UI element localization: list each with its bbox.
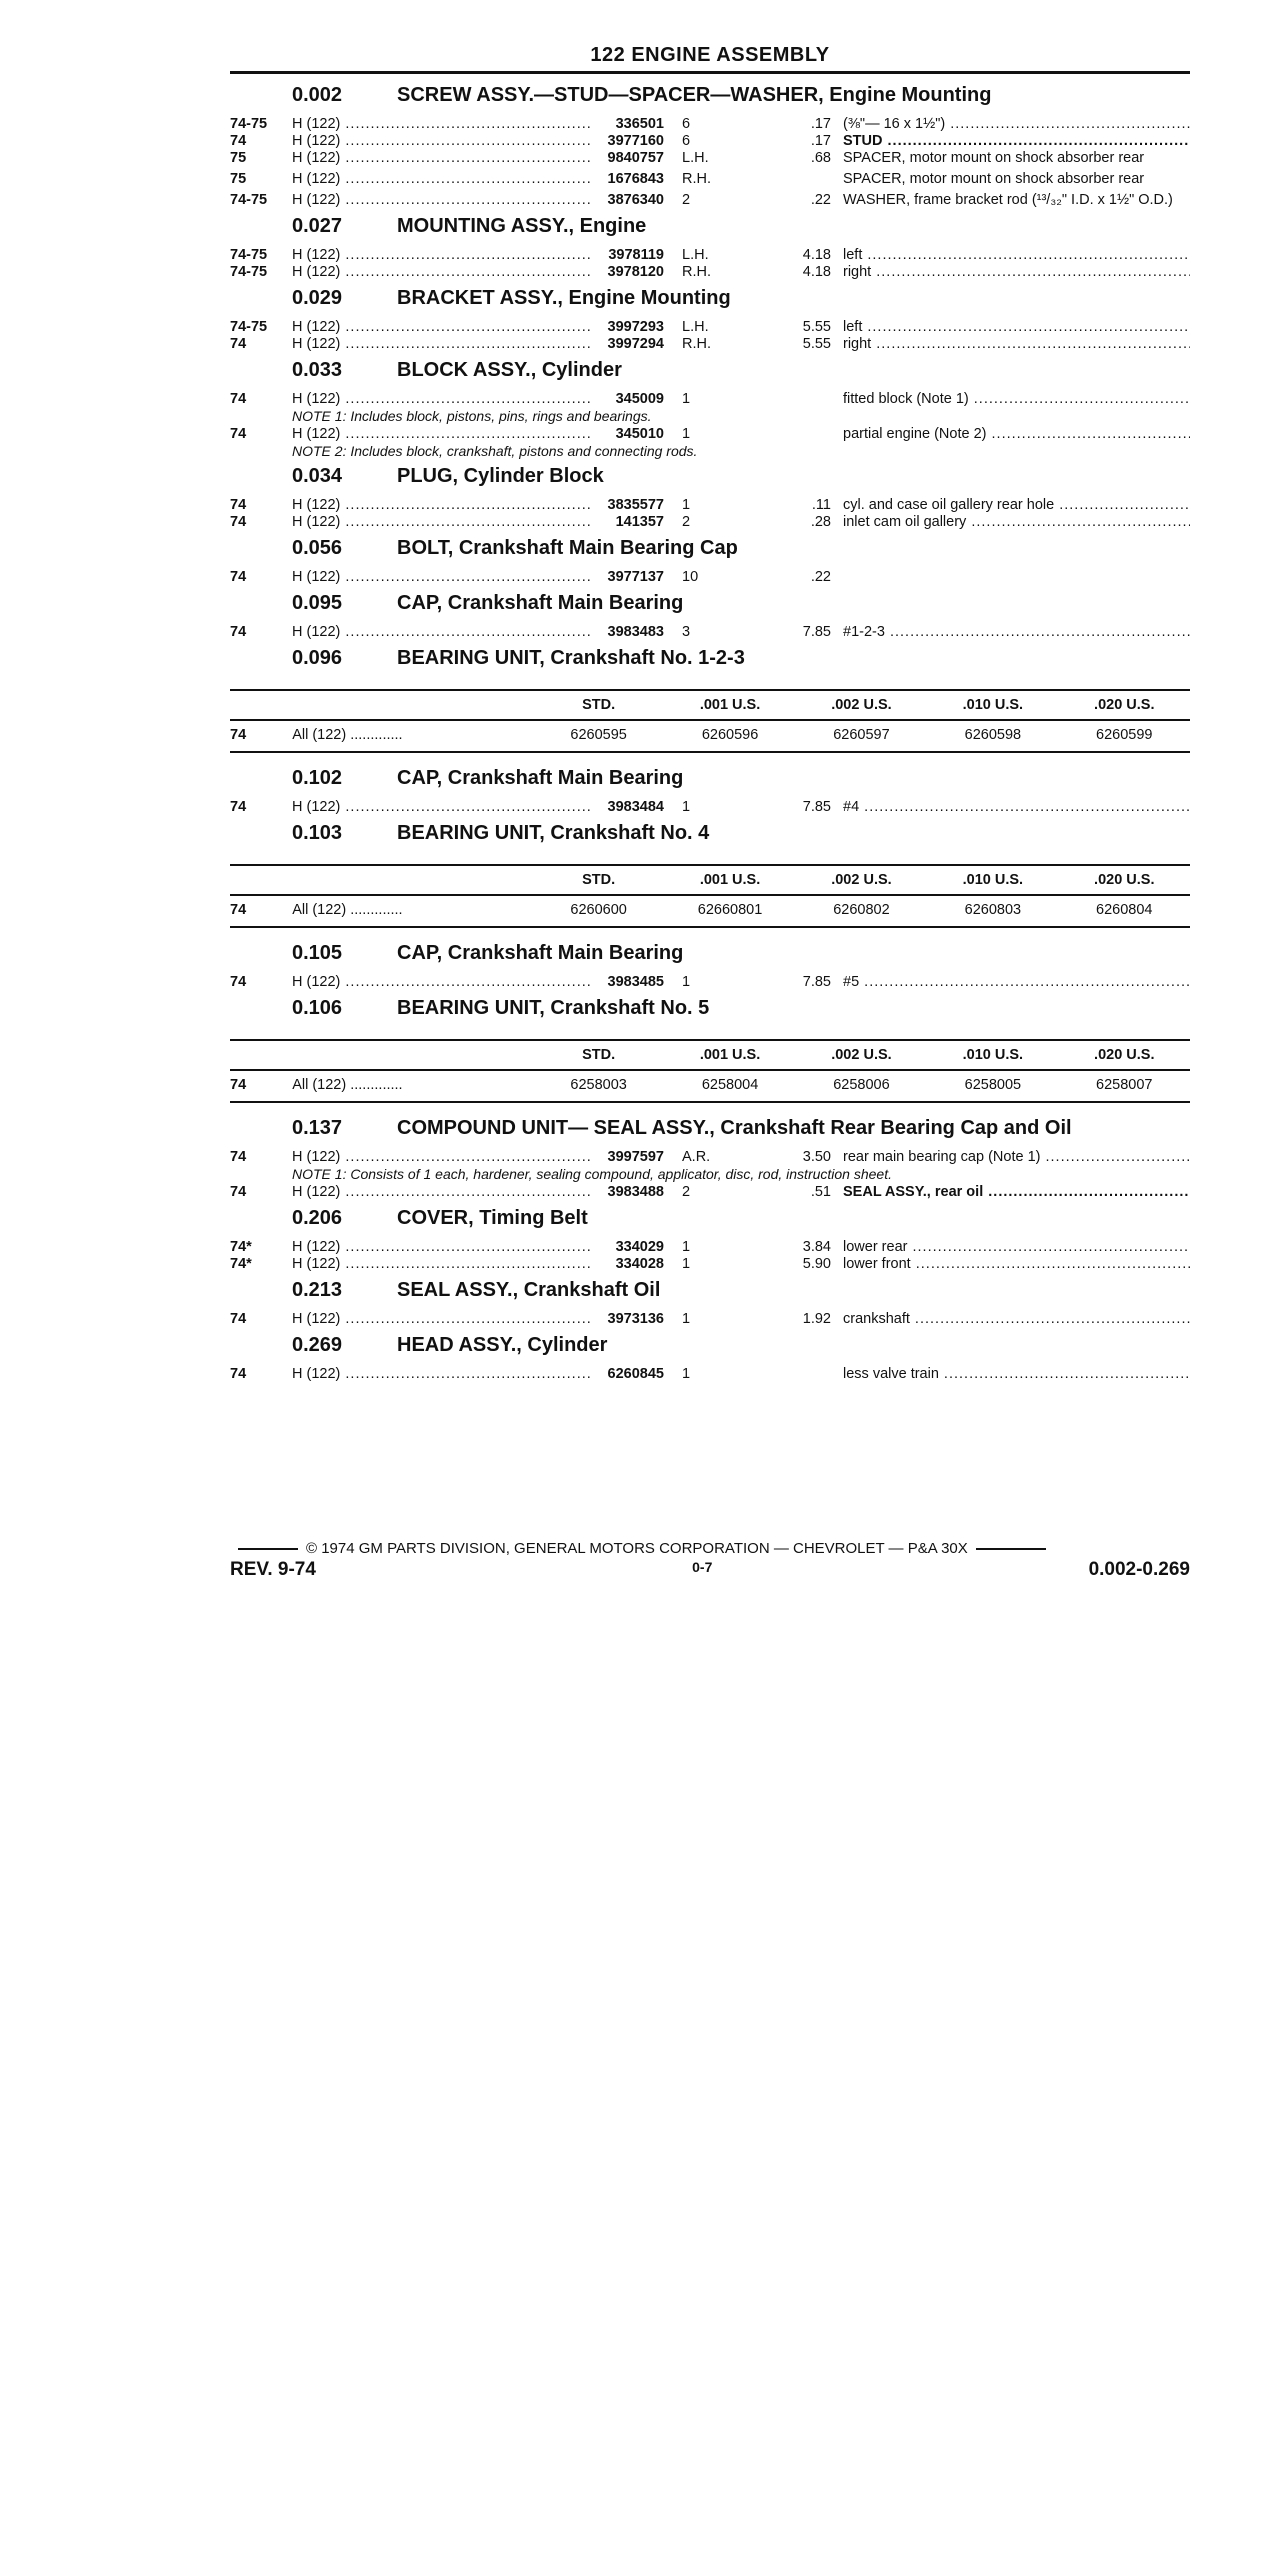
description: STUD ..... xyxy=(843,133,1190,150)
model: H (122) ..... xyxy=(292,514,590,531)
section-0-137 xyxy=(230,1117,1190,1201)
column-header: .010 U.S. xyxy=(927,690,1058,720)
part-number: 3983483 xyxy=(607,624,664,640)
part-number: 334029 xyxy=(615,1239,664,1255)
year: 74 xyxy=(230,895,292,927)
quantity: 2 xyxy=(682,192,691,208)
header-rule xyxy=(230,71,1190,74)
price xyxy=(738,426,843,443)
description: SPACER, motor mount on shock absorber rear xyxy=(843,171,1145,187)
description: SPACER, motor mount on shock absorber rear xyxy=(843,150,1145,166)
bearing-row xyxy=(230,1070,1190,1102)
description: lower front ..... xyxy=(843,1256,1190,1273)
footer-rule xyxy=(238,1548,298,1550)
description: (⅜"— 16 x 1½") ..... xyxy=(843,116,1190,133)
year: 74 xyxy=(230,974,247,990)
description: #4 ..... xyxy=(843,799,1190,816)
part-number: 6258005 xyxy=(927,1070,1058,1102)
quantity: 2 xyxy=(682,514,691,530)
model: H (122) ..... xyxy=(292,192,590,209)
section-title: MOUNTING ASSY., Engine xyxy=(397,215,647,237)
description: right ..... xyxy=(843,336,1190,353)
description: inlet cam oil gallery ..... xyxy=(843,514,1190,531)
section-title: CAP, Crankshaft Main Bearing xyxy=(397,942,684,964)
price: 4.18 xyxy=(802,247,831,263)
year: 74 xyxy=(230,426,247,442)
section-heading xyxy=(230,997,1190,1025)
part-number: 3978120 xyxy=(607,264,664,280)
year: 74 xyxy=(230,1070,292,1102)
price xyxy=(738,1366,843,1383)
part-row xyxy=(230,1239,1190,1256)
part-number: 6258004 xyxy=(664,1070,795,1102)
model: H (122) ..... xyxy=(292,1256,590,1273)
column-header: .010 U.S. xyxy=(927,865,1058,895)
quantity: L.H. xyxy=(682,150,709,166)
part-number: 336501 xyxy=(615,116,664,132)
year: 74 xyxy=(230,624,247,640)
year: 74 xyxy=(230,569,247,585)
part-row xyxy=(230,264,1190,281)
part-row xyxy=(230,247,1190,264)
part-row xyxy=(230,497,1190,514)
model: H (122) ..... xyxy=(292,319,590,336)
section-0-056 xyxy=(230,537,1190,586)
bearing-header-row xyxy=(230,690,1190,720)
description: WASHER, frame bracket rod (¹³/₃₂" I.D. x 1½" O.D.) xyxy=(843,192,1173,208)
bearing-table xyxy=(230,689,1190,753)
description: left ..... xyxy=(843,247,1190,264)
part-number: 3973136 xyxy=(607,1311,664,1327)
model: H (122) ..... xyxy=(292,336,590,353)
column-header: STD. xyxy=(533,1040,664,1070)
description: SEAL ASSY., rear oil ..... xyxy=(843,1184,1190,1201)
column-header: .001 U.S. xyxy=(664,690,795,720)
section-title: HEAD ASSY., Cylinder xyxy=(397,1334,608,1356)
price: .17 xyxy=(810,116,831,132)
price: .11 xyxy=(811,497,831,513)
section-number: 0.213 xyxy=(292,1279,343,1301)
section-number: 0.002 xyxy=(292,84,343,106)
description: rear main bearing cap (Note 1) ..... xyxy=(843,1149,1190,1166)
section-0-096 xyxy=(230,647,1190,753)
section-heading xyxy=(230,465,1190,493)
part-row xyxy=(230,1149,1190,1166)
section-0-002 xyxy=(230,84,1190,209)
copyright-line xyxy=(230,1540,1190,1557)
part-number: 6260803 xyxy=(927,895,1058,927)
part-row xyxy=(230,569,1190,586)
model: H (122) ..... xyxy=(292,426,590,443)
column-header: .002 U.S. xyxy=(796,1040,927,1070)
footer-bottom xyxy=(230,1559,1190,1581)
part-number: 6260596 xyxy=(664,720,795,752)
quantity: 3 xyxy=(682,624,691,640)
section-heading xyxy=(230,942,1190,970)
section-0-027 xyxy=(230,215,1190,281)
model: All (122) ............. xyxy=(292,1070,533,1102)
section-number: 0.269 xyxy=(292,1334,343,1356)
quantity: R.H. xyxy=(682,336,711,352)
year: 74 xyxy=(230,720,292,752)
section-title: BRACKET ASSY., Engine Mounting xyxy=(397,287,731,309)
part-row xyxy=(230,1311,1190,1328)
year: 74 xyxy=(230,799,247,815)
description: #5 ..... xyxy=(843,974,1190,991)
footer-rule xyxy=(976,1548,1046,1550)
section-title: CAP, Crankshaft Main Bearing xyxy=(397,592,684,614)
section-number: 0.096 xyxy=(292,647,343,669)
model: H (122) ..... xyxy=(292,391,590,408)
quantity: 1 xyxy=(682,497,691,513)
part-number: 6260802 xyxy=(796,895,927,927)
part-number: 3997294 xyxy=(607,336,664,352)
year: 74-75 xyxy=(230,247,268,263)
quantity: A.R. xyxy=(682,1149,711,1165)
part-number: 6258007 xyxy=(1059,1070,1190,1102)
price: 5.55 xyxy=(802,319,831,335)
part-row xyxy=(230,336,1190,353)
model: H (122) ..... xyxy=(292,1366,590,1383)
year: 74 xyxy=(230,1366,247,1382)
section-heading xyxy=(230,767,1190,795)
model: H (122) ..... xyxy=(292,247,590,264)
part-number: 6260600 xyxy=(533,895,664,927)
part-number: 6260595 xyxy=(533,720,664,752)
quantity: 1 xyxy=(682,1256,691,1272)
section-number: 0.033 xyxy=(292,359,343,381)
note: NOTE 1: Consists of 1 each, hardener, sealing compound, applicator, disc, rod, instruction sheet. xyxy=(292,1166,892,1182)
section-number: 0.056 xyxy=(292,537,343,559)
price: .68 xyxy=(810,150,831,166)
section-0-033 xyxy=(230,359,1190,459)
part-number: 3983485 xyxy=(607,974,664,990)
price: .51 xyxy=(810,1184,831,1200)
model: All (122) ............. xyxy=(292,895,533,927)
section-heading xyxy=(230,1207,1190,1235)
year: 74 xyxy=(230,133,247,149)
price: .22 xyxy=(810,192,831,208)
copyright-text: © 1974 GM PARTS DIVISION, GENERAL MOTORS CORPORATION — CHEVROLET — P&A 30X xyxy=(306,1540,968,1557)
part-row xyxy=(230,1184,1190,1201)
section-heading xyxy=(230,359,1190,387)
part-number: 3983488 xyxy=(607,1184,664,1200)
model: H (122) ..... xyxy=(292,1239,590,1256)
year: 74 xyxy=(230,336,247,352)
column-header: .020 U.S. xyxy=(1059,1040,1190,1070)
bearing-table xyxy=(230,1039,1190,1103)
note: NOTE 2: Includes block, crankshaft, pistons and connecting rods. xyxy=(292,443,698,459)
description: cyl. and case oil gallery rear hole ..... xyxy=(843,497,1190,514)
price: 4.18 xyxy=(802,264,831,280)
section-title: COVER, Timing Belt xyxy=(397,1207,588,1229)
year: 75 xyxy=(230,150,247,166)
model: H (122) ..... xyxy=(292,171,590,188)
year: 74-75 xyxy=(230,116,268,132)
model: H (122) ..... xyxy=(292,133,590,150)
section-number: 0.106 xyxy=(292,997,343,1019)
section-number: 0.027 xyxy=(292,215,343,237)
part-number: 3876340 xyxy=(607,192,664,208)
part-number: 6260597 xyxy=(796,720,927,752)
section-number: 0.206 xyxy=(292,1207,343,1229)
part-row xyxy=(230,171,1190,188)
section-title: BEARING UNIT, Crankshaft No. 4 xyxy=(397,822,710,844)
part-number: 6260599 xyxy=(1059,720,1190,752)
year: 75 xyxy=(230,171,247,187)
quantity: L.H. xyxy=(682,319,709,335)
description: left ..... xyxy=(843,319,1190,336)
price: 5.90 xyxy=(802,1256,831,1272)
section-heading xyxy=(230,537,1190,565)
quantity: 10 xyxy=(682,569,699,585)
part-row xyxy=(230,192,1190,209)
model: H (122) ..... xyxy=(292,150,590,167)
section-title: BLOCK ASSY., Cylinder xyxy=(397,359,622,381)
part-number: 3997597 xyxy=(607,1149,664,1165)
year: 74 xyxy=(230,514,247,530)
description: fitted block (Note 1) ..... xyxy=(843,391,1190,408)
description: right ..... xyxy=(843,264,1190,281)
price: 3.84 xyxy=(802,1239,831,1255)
quantity: 6 xyxy=(682,116,691,132)
part-number: 141357 xyxy=(615,514,664,530)
year: 74 xyxy=(230,1149,247,1165)
section-number: 0.102 xyxy=(292,767,343,789)
part-number: 3835577 xyxy=(607,497,664,513)
part-number: 1676843 xyxy=(607,171,664,187)
section-title: BEARING UNIT, Crankshaft No. 5 xyxy=(397,997,710,1019)
year: 74 xyxy=(230,1311,247,1327)
column-header: .002 U.S. xyxy=(796,690,927,720)
model: H (122) ..... xyxy=(292,1149,590,1166)
section-title: SEAL ASSY., Crankshaft Oil xyxy=(397,1279,661,1301)
section-heading xyxy=(230,1279,1190,1307)
section-0-103 xyxy=(230,822,1190,928)
description: lower rear ..... xyxy=(843,1239,1190,1256)
column-header: .020 U.S. xyxy=(1059,690,1190,720)
price xyxy=(738,171,843,188)
model: H (122) ..... xyxy=(292,569,590,586)
part-row xyxy=(230,624,1190,641)
section-title: COMPOUND UNIT— SEAL ASSY., Crankshaft Rear Bearing Cap and Oil xyxy=(397,1117,1072,1139)
section-number: 0.103 xyxy=(292,822,343,844)
quantity: 2 xyxy=(682,1184,691,1200)
price: .17 xyxy=(810,133,831,149)
year: 74* xyxy=(230,1239,252,1255)
section-0-106 xyxy=(230,997,1190,1103)
section-number: 0.095 xyxy=(292,592,343,614)
quantity: 1 xyxy=(682,1311,691,1327)
section-title: SCREW ASSY.—STUD—SPACER—WASHER, Engine Mounting xyxy=(397,84,992,106)
part-row xyxy=(230,1366,1190,1383)
section-heading xyxy=(230,287,1190,315)
quantity: 1 xyxy=(682,1239,691,1255)
part-row xyxy=(230,426,1190,443)
model: H (122) ..... xyxy=(292,974,590,991)
year: 74-75 xyxy=(230,192,268,208)
section-0-213 xyxy=(230,1279,1190,1328)
section-0-269 xyxy=(230,1334,1190,1383)
column-header: .002 U.S. xyxy=(796,865,927,895)
quantity: 1 xyxy=(682,426,691,442)
section-number: 0.105 xyxy=(292,942,343,964)
bearing-row xyxy=(230,895,1190,927)
price: 7.85 xyxy=(802,624,831,640)
model: H (122) ..... xyxy=(292,497,590,514)
part-row xyxy=(230,514,1190,531)
quantity: 1 xyxy=(682,799,691,815)
model: All (122) ............. xyxy=(292,720,533,752)
section-heading xyxy=(230,1334,1190,1362)
price: 5.55 xyxy=(802,336,831,352)
year: 74 xyxy=(230,1184,247,1200)
part-number: 345010 xyxy=(615,426,664,442)
year: 74* xyxy=(230,1256,252,1272)
part-number: 3977137 xyxy=(607,569,664,585)
section-title: BEARING UNIT, Crankshaft No. 1-2-3 xyxy=(397,647,745,669)
quantity: R.H. xyxy=(682,264,711,280)
section-0-029 xyxy=(230,287,1190,353)
price: 7.85 xyxy=(802,974,831,990)
bearing-header-row xyxy=(230,865,1190,895)
quantity: 1 xyxy=(682,391,691,407)
section-number: 0.029 xyxy=(292,287,343,309)
part-number: 3983484 xyxy=(607,799,664,815)
model: H (122) ..... xyxy=(292,264,590,281)
part-number: 3997293 xyxy=(607,319,664,335)
price xyxy=(738,391,843,408)
description xyxy=(843,569,1190,586)
description: less valve train ..... xyxy=(843,1366,1190,1383)
part-row xyxy=(230,974,1190,991)
section-range: 0.002-0.269 xyxy=(1088,1559,1190,1580)
part-row xyxy=(230,319,1190,336)
section-0-102 xyxy=(230,767,1190,816)
part-number: 3978119 xyxy=(608,247,664,263)
description: #1-2-3 ..... xyxy=(843,624,1190,641)
note: NOTE 1: Includes block, pistons, pins, rings and bearings. xyxy=(292,408,652,424)
column-header: .001 U.S. xyxy=(664,865,795,895)
price: 1.92 xyxy=(802,1311,831,1327)
year: 74 xyxy=(230,497,247,513)
section-title: PLUG, Cylinder Block xyxy=(397,465,604,487)
bearing-table xyxy=(230,864,1190,928)
part-row xyxy=(230,1256,1190,1273)
part-row xyxy=(230,391,1190,408)
section-heading xyxy=(230,1117,1190,1145)
price: 7.85 xyxy=(802,799,831,815)
section-0-206 xyxy=(230,1207,1190,1273)
part-number: 6260598 xyxy=(927,720,1058,752)
column-header: .001 U.S. xyxy=(664,1040,795,1070)
section-title: BOLT, Crankshaft Main Bearing Cap xyxy=(397,537,738,559)
section-heading xyxy=(230,84,1190,112)
quantity: 1 xyxy=(682,974,691,990)
quantity: R.H. xyxy=(682,171,711,187)
description: crankshaft ..... xyxy=(843,1311,1190,1328)
model: H (122) ..... xyxy=(292,116,590,133)
quantity: 1 xyxy=(682,1366,691,1382)
section-0-105 xyxy=(230,942,1190,991)
part-row xyxy=(230,133,1190,150)
part-number: 6258003 xyxy=(533,1070,664,1102)
part-number: 6260845 xyxy=(607,1366,664,1382)
price: .28 xyxy=(810,514,831,530)
price: .22 xyxy=(810,569,831,585)
section-0-095 xyxy=(230,592,1190,641)
part-number: 6258006 xyxy=(796,1070,927,1102)
year: 74 xyxy=(230,391,247,407)
revision: REV. 9-74 xyxy=(230,1559,316,1580)
bearing-header-row xyxy=(230,1040,1190,1070)
model: H (122) ..... xyxy=(292,624,590,641)
part-number: 345009 xyxy=(615,391,664,407)
part-row xyxy=(230,799,1190,816)
page-title: 122 ENGINE ASSEMBLY xyxy=(590,44,830,66)
column-header: .020 U.S. xyxy=(1059,865,1190,895)
part-number: 334028 xyxy=(615,1256,664,1272)
page-footer xyxy=(230,1540,1190,1581)
section-heading xyxy=(230,647,1190,675)
price: 3.50 xyxy=(802,1149,831,1165)
model: H (122) ..... xyxy=(292,1311,590,1328)
column-header: .010 U.S. xyxy=(927,1040,1058,1070)
section-number: 0.034 xyxy=(292,465,343,487)
column-header: STD. xyxy=(533,865,664,895)
bearing-row xyxy=(230,720,1190,752)
part-number: 6260804 xyxy=(1059,895,1190,927)
column-header: STD. xyxy=(533,690,664,720)
part-row xyxy=(230,116,1190,133)
part-row xyxy=(230,150,1190,167)
section-0-034 xyxy=(230,465,1190,531)
model: H (122) ..... xyxy=(292,799,590,816)
catalog-page xyxy=(230,40,1190,1383)
section-heading xyxy=(230,215,1190,243)
part-number: 62660801 xyxy=(664,895,795,927)
description: partial engine (Note 2) ..... xyxy=(843,426,1190,443)
section-heading xyxy=(230,822,1190,850)
quantity: L.H. xyxy=(682,247,709,263)
section-title: CAP, Crankshaft Main Bearing xyxy=(397,767,684,789)
page-number: 0-7 xyxy=(692,1559,713,1575)
section-heading xyxy=(230,592,1190,620)
section-number: 0.137 xyxy=(292,1117,343,1139)
model: H (122) ..... xyxy=(292,1184,590,1201)
quantity: 6 xyxy=(682,133,691,149)
year: 74-75 xyxy=(230,264,268,280)
year: 74-75 xyxy=(230,319,268,335)
part-number: 3977160 xyxy=(607,133,664,149)
part-number: 9840757 xyxy=(607,150,664,166)
